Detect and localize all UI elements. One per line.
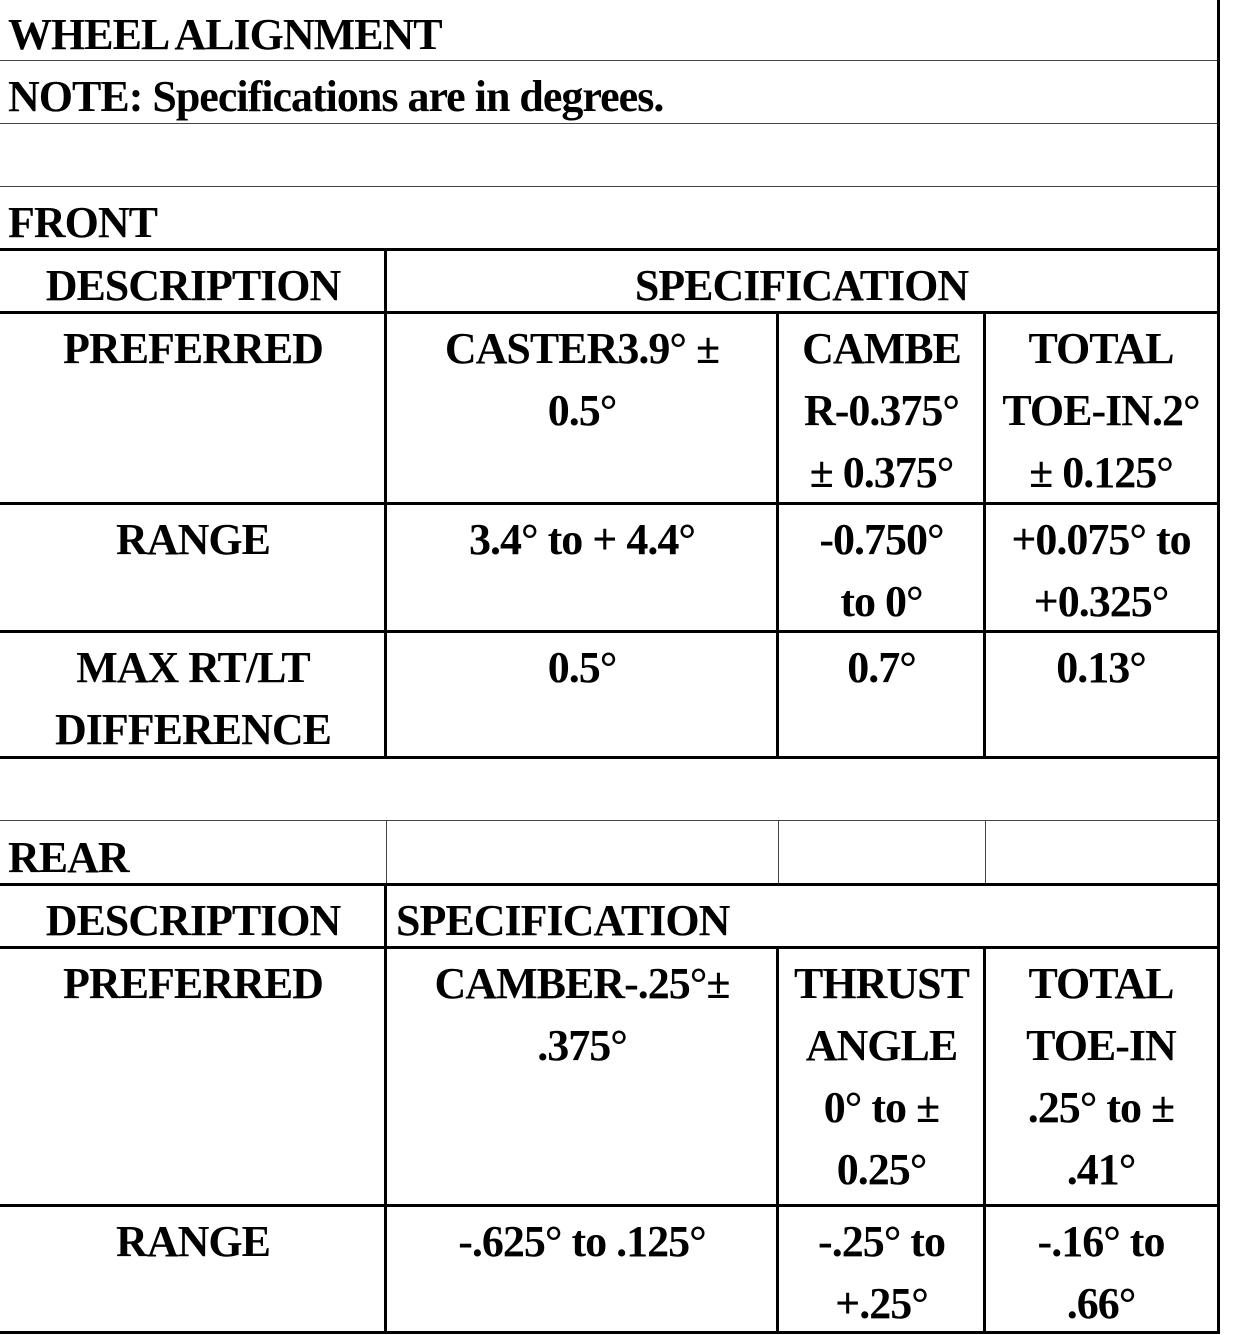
rear-thrust-preferred: THRUST ANGLE 0° to ± 0.25° [794,959,969,1194]
front-preferred-label: PREFERRED [63,324,323,373]
divider [0,186,1217,187]
column-divider [983,946,986,1334]
front-section-label: FRONT [8,198,157,247]
front-description-header: DESCRIPTION [45,261,341,310]
divider [0,60,1217,61]
front-caster-maxdiff: 0.5° [547,643,617,692]
table-border [0,756,1217,759]
divider [0,123,1217,124]
column-divider [776,311,779,759]
column-divider [985,821,986,883]
rear-thrust-range: -.25° to +.25° [818,1217,945,1328]
front-range-label: RANGE [116,515,270,564]
front-camber-range: -0.750° to 0° [819,515,944,626]
rear-camber-range: -.625° to .125° [458,1217,706,1266]
rear-toe-range: -.16° to .66° [1037,1217,1165,1328]
front-camber-preferred: CAMBE R-0.375° ± 0.375° [802,324,961,497]
column-divider [384,886,387,1334]
rear-section-label: REAR [8,833,129,882]
rear-preferred-label: PREFERRED [63,959,323,1008]
column-divider [384,251,387,759]
document-title: WHEEL ALIGNMENT [8,10,442,59]
front-maxdiff-label: MAX RT/LT DIFFERENCE [54,643,332,754]
rear-description-header: DESCRIPTION [45,896,341,945]
front-toe-range: +0.075° to +0.325° [1011,515,1191,626]
divider [0,820,1217,821]
rear-range-label: RANGE [116,1217,270,1266]
front-toe-maxdiff: 0.13° [1056,643,1146,692]
front-camber-maxdiff: 0.7° [847,643,916,692]
column-divider [778,821,779,883]
rear-specification-header: SPECIFICATION [396,896,730,945]
front-specification-header: SPECIFICATION [634,261,969,310]
front-toe-preferred: TOTAL TOE-IN.2° ± 0.125° [1002,324,1200,497]
rear-camber-preferred: CAMBER-.25°± .375° [434,959,730,1070]
column-divider [776,946,779,1334]
note-text: NOTE: Specifications are in degrees. [8,72,664,121]
column-divider [386,821,387,883]
front-caster-range: 3.4° to + 4.4° [469,515,695,564]
column-divider [983,311,986,759]
right-border [1217,0,1220,1334]
rear-toe-preferred: TOTAL TOE-IN .25° to ± .41° [1026,959,1176,1194]
front-caster-preferred: CASTER3.9° ± 0.5° [444,324,720,435]
